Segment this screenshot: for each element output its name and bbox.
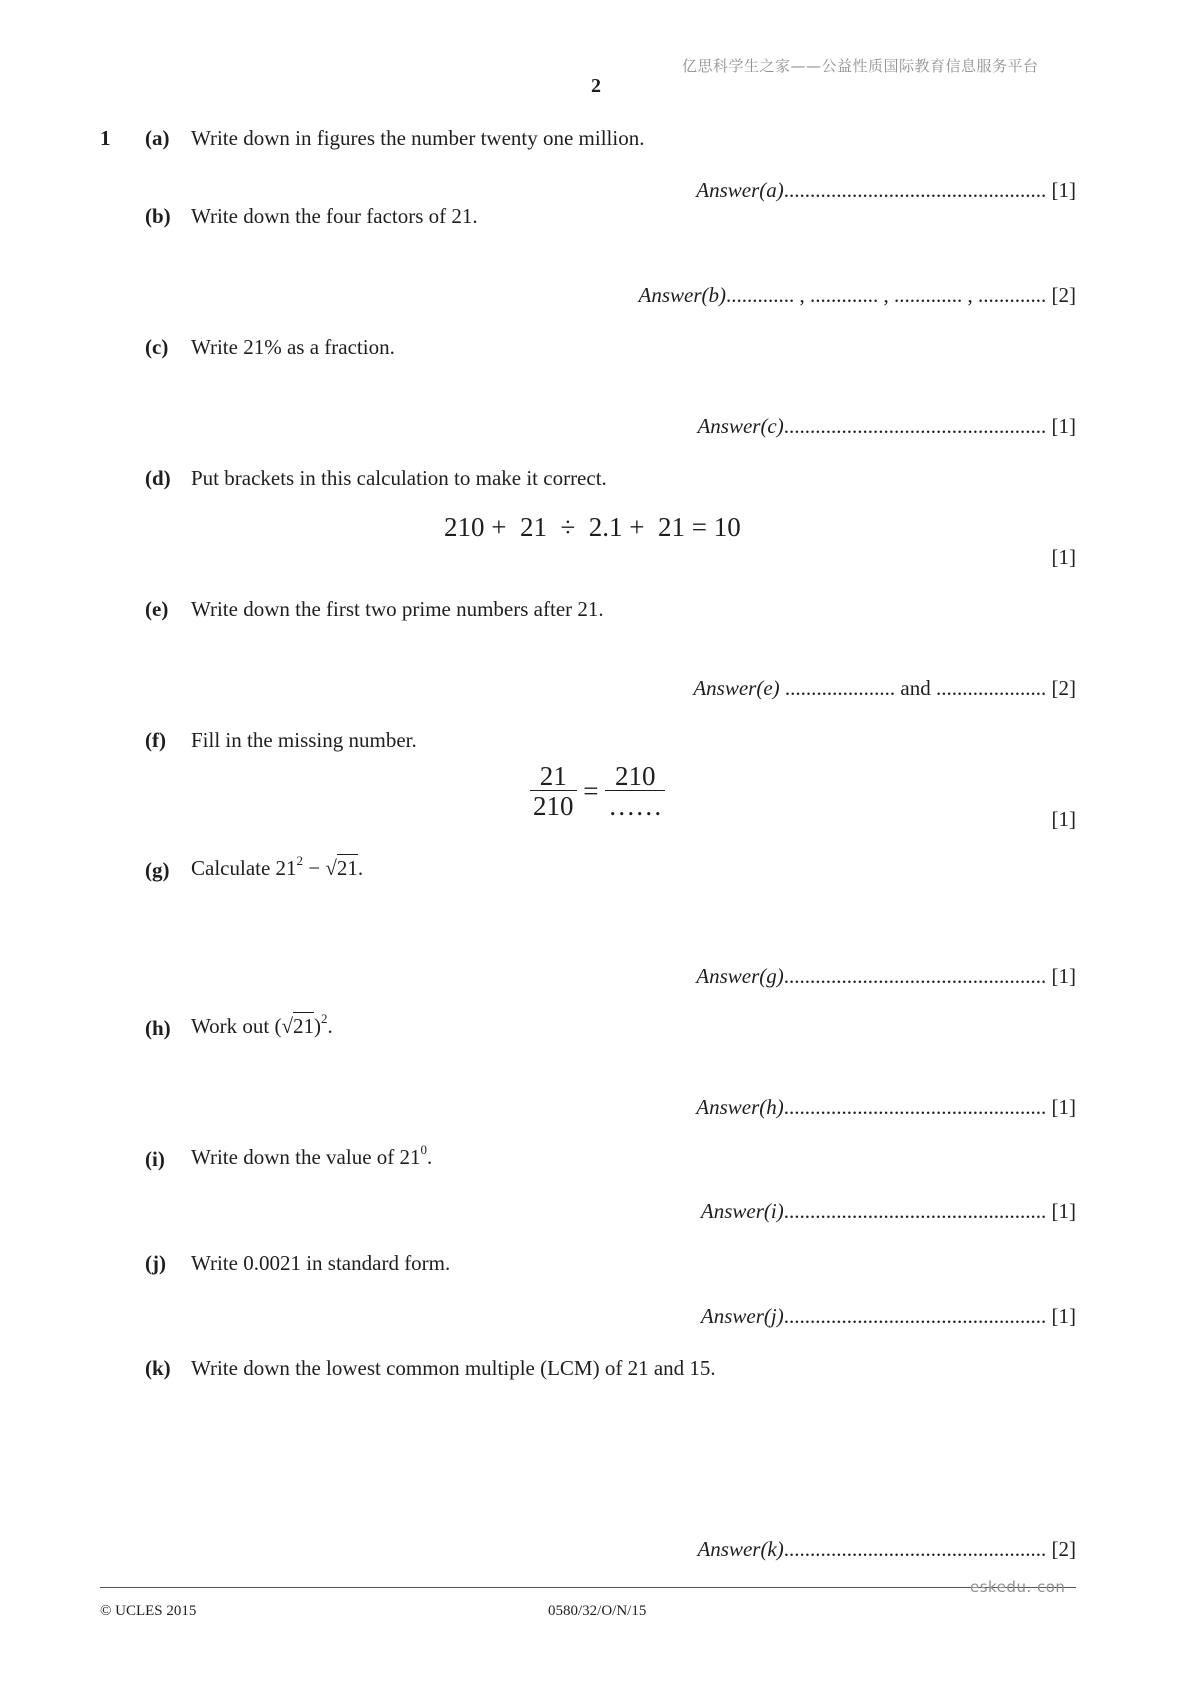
part-j-text: Write 0.0021 in standard form.	[191, 1251, 451, 1275]
part-d-label: (d)	[145, 466, 171, 490]
mark: [1]	[1051, 1304, 1076, 1328]
mark: [2]	[1051, 676, 1076, 700]
period: .	[327, 1014, 333, 1038]
missing-denominator[interactable]: ……	[608, 791, 663, 821]
part-d-text: Put brackets in this calculation to make it correct.	[191, 466, 607, 490]
part-i-answer	[701, 1199, 1076, 1224]
part-c-answer	[697, 414, 1076, 439]
part-a-answer	[696, 178, 1076, 203]
part-k-text: Write down the lowest common multiple (LCM) of 21 and 15.	[191, 1356, 716, 1380]
part-h-answer	[696, 1095, 1076, 1120]
radicand: 21	[336, 856, 358, 880]
part-b-text: Write down the four factors of 21.	[191, 204, 478, 228]
answer-label: Answer(k)	[697, 1537, 784, 1561]
exponent: 2	[296, 853, 304, 868]
answer-line[interactable]: ..................................................	[783, 178, 1047, 202]
part-e-answer	[693, 676, 1076, 701]
part-k-answer	[697, 1537, 1076, 1562]
part-g-text: Calculate $21^2 - √21$.	[191, 853, 364, 880]
denominator: 210	[533, 791, 574, 821]
period: .	[427, 1145, 433, 1169]
part-i-label: (i)	[145, 1147, 165, 1171]
part-k-label: (k)	[145, 1356, 171, 1380]
part-f-label: (f)	[145, 728, 166, 752]
part-e-label: (e)	[145, 597, 169, 621]
page-number: 2	[591, 75, 601, 97]
part-c-label: (c)	[145, 335, 169, 359]
part-f-text: Fill in the missing number.	[191, 728, 417, 752]
answer-line[interactable]: ..................................................	[783, 1095, 1047, 1119]
answer-line[interactable]: ..................................................	[783, 1537, 1047, 1561]
answer-line[interactable]: ..................................................	[783, 414, 1047, 438]
answer-label: Answer(h)	[696, 1095, 784, 1119]
part-e-text: Write down the first two prime numbers after 21.	[191, 597, 604, 621]
question-number: 1	[100, 126, 111, 150]
numerator: 21	[530, 762, 577, 791]
mark: [1]	[1051, 964, 1076, 988]
fraction-left	[530, 762, 577, 821]
footer-watermark: eskedu. con	[970, 1578, 1066, 1596]
mark: [1]	[1051, 1095, 1076, 1119]
part-b-label: (b)	[145, 204, 171, 228]
footer-paper-code: 0580/32/O/N/15	[548, 1603, 647, 1619]
mark: [1]	[1051, 1199, 1076, 1223]
part-j-answer	[701, 1304, 1076, 1329]
answer-line[interactable]: ............. , ............. , ............. , .............	[726, 283, 1047, 307]
answer-line[interactable]: ..................................................	[783, 964, 1047, 988]
answer-label: Answer(e)	[693, 676, 780, 700]
answer-label: Answer(g)	[696, 964, 784, 988]
text-prefix: Calculate	[191, 856, 271, 880]
minus: −	[308, 856, 321, 880]
answer-line-1[interactable]: .....................	[784, 676, 896, 700]
answer-line[interactable]: ..................................................	[783, 1304, 1047, 1328]
base: 21	[275, 856, 297, 880]
fraction-right	[605, 762, 665, 821]
exponent: 2	[321, 1011, 328, 1026]
mark: [2]	[1051, 1537, 1076, 1561]
part-f-mark: [1]	[1051, 807, 1076, 831]
part-c-text: Write 21% as a fraction.	[191, 335, 395, 359]
part-d-mark: [1]	[1051, 545, 1076, 569]
answer-label: Answer(c)	[697, 414, 784, 438]
text-prefix: Write down the value of	[191, 1145, 395, 1169]
part-g-label: (g)	[145, 858, 170, 882]
mark: [1]	[1051, 178, 1076, 202]
answer-line[interactable]: ..................................................	[783, 1199, 1047, 1223]
part-a-text: Write down in figures the number twenty one million.	[191, 126, 645, 150]
answer-label: Answer(a)	[696, 178, 784, 202]
footer-copyright: © UCLES 2015	[100, 1603, 197, 1619]
footer-divider	[100, 1587, 1076, 1588]
part-i-text	[191, 1144, 432, 1170]
answer-and: and	[900, 676, 931, 700]
answer-label: Answer(j)	[700, 1304, 784, 1328]
part-h-label: (h)	[145, 1016, 171, 1040]
part-b-answer	[639, 283, 1077, 308]
part-h-text: Work out $(√21)^2$.	[191, 1011, 333, 1038]
exponent: 0	[420, 1142, 428, 1157]
part-f-fraction-equation	[530, 762, 665, 821]
base: 21	[399, 1145, 421, 1169]
answer-label: Answer(b)	[638, 283, 726, 307]
answer-line-2[interactable]: .....................	[936, 676, 1047, 700]
equals-sign: =	[583, 776, 599, 806]
part-a-label: (a)	[145, 126, 170, 150]
header-watermark: 亿思科学生之家——公益性质国际教育信息服务平台	[682, 57, 1039, 75]
numerator: 210	[605, 762, 665, 791]
part-g-answer	[696, 964, 1076, 989]
mark: [2]	[1051, 283, 1076, 307]
part-j-label: (j)	[145, 1251, 166, 1275]
radicand: 21	[293, 1014, 314, 1038]
mark: [1]	[1051, 414, 1076, 438]
answer-label: Answer(i)	[700, 1199, 784, 1223]
text-prefix: Work out	[191, 1014, 270, 1038]
part-d-equation: 210 + 21 ÷ 2.1 + 21 = 10	[444, 512, 741, 542]
period: .	[357, 856, 364, 880]
